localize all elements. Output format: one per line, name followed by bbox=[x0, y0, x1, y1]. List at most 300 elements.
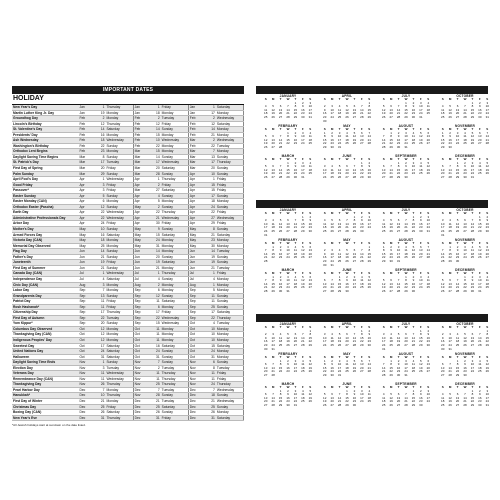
holiday-month: Oct bbox=[133, 337, 148, 343]
day-number: 13 bbox=[470, 335, 475, 340]
holiday-month: Jun bbox=[133, 254, 148, 260]
day-number: 12 bbox=[389, 395, 393, 400]
day-number: 25 bbox=[330, 343, 334, 348]
day-number: 6 bbox=[294, 332, 297, 337]
day-number: 7 bbox=[287, 104, 289, 109]
day-number: 18 bbox=[323, 225, 327, 230]
day-number: 23 bbox=[448, 141, 452, 146]
day-number: 4 bbox=[338, 248, 341, 253]
day-number: 6 bbox=[331, 392, 333, 397]
holiday-month: Jun bbox=[133, 249, 148, 255]
day-number: 9 bbox=[353, 392, 356, 397]
weekday-letter: M bbox=[448, 325, 452, 329]
day-number: 10 bbox=[470, 362, 475, 367]
holiday-month: Oct bbox=[78, 349, 93, 355]
holiday-day: 23 bbox=[203, 238, 215, 244]
day-number: 7 bbox=[405, 392, 407, 397]
weekday-letter: M bbox=[448, 385, 452, 389]
day-number: 11 bbox=[382, 221, 386, 226]
day-number: 10 bbox=[323, 167, 327, 172]
day-number: 14 bbox=[360, 107, 364, 112]
holiday-name: First Day of Summer bbox=[12, 265, 78, 271]
day-number: 22 bbox=[367, 111, 371, 116]
weekday-letter: W bbox=[404, 211, 408, 215]
day-number: 19 bbox=[345, 255, 349, 260]
weekday-letter: T bbox=[456, 241, 459, 245]
day-number: 7 bbox=[368, 130, 371, 135]
weekday-letter: T bbox=[412, 157, 415, 161]
holiday-day: 1 bbox=[148, 271, 160, 277]
day-number: 19 bbox=[441, 285, 445, 290]
holiday-month: Dec bbox=[188, 398, 203, 404]
holiday-weekday: Sunday bbox=[105, 143, 133, 149]
day-number: 16 bbox=[419, 221, 423, 226]
day-number: 8 bbox=[412, 218, 415, 223]
day-number: 13 bbox=[426, 134, 430, 139]
day-number: 6 bbox=[279, 104, 282, 109]
weekday-letter: F bbox=[360, 385, 363, 389]
holiday-month: Feb bbox=[133, 127, 148, 133]
day-number: 16 bbox=[264, 339, 268, 344]
day-number: 15 bbox=[360, 335, 364, 340]
day-number: 19 bbox=[308, 395, 312, 400]
day-number: 22 bbox=[463, 285, 467, 290]
day-number: 3 bbox=[272, 332, 274, 337]
weekday-letter: S bbox=[441, 385, 444, 389]
holiday-month: Apr bbox=[78, 199, 93, 205]
day-number: 31 bbox=[293, 403, 298, 408]
day-number: 7 bbox=[382, 134, 385, 139]
day-number: 17 bbox=[337, 365, 342, 370]
holiday-month: Jul bbox=[133, 271, 148, 277]
holiday-day: 9 bbox=[148, 227, 160, 233]
day-number: 20 bbox=[352, 255, 357, 260]
holiday-month: May bbox=[188, 238, 203, 244]
day-number: 8 bbox=[390, 362, 392, 367]
day-number: 12 bbox=[485, 362, 489, 367]
holiday-weekday: Sunday bbox=[216, 154, 244, 160]
day-number: 13 bbox=[455, 107, 460, 112]
weekday-letter: T bbox=[456, 157, 459, 161]
weekday-letter: T bbox=[456, 325, 459, 329]
day-number: 4 bbox=[441, 104, 444, 109]
holiday-month: Apr bbox=[78, 215, 93, 221]
yearly-calendars-page bbox=[256, 86, 488, 418]
day-number: 9 bbox=[323, 251, 326, 256]
holiday-month: Dec bbox=[78, 398, 93, 404]
day-number: 10 bbox=[286, 278, 290, 283]
day-number: 22 bbox=[286, 171, 290, 176]
holiday-day: 22 bbox=[93, 215, 105, 221]
holiday-month: Nov bbox=[188, 382, 203, 388]
day-number: 30 bbox=[478, 403, 482, 408]
month-name: JUNE bbox=[342, 268, 352, 272]
weekday-letter: M bbox=[389, 241, 393, 245]
weekday-letter: T bbox=[397, 157, 400, 161]
holiday-month: Oct bbox=[78, 354, 93, 360]
day-number: 18 bbox=[455, 339, 460, 344]
day-number: 20 bbox=[396, 399, 401, 404]
holiday-month: Feb bbox=[78, 149, 93, 155]
day-number: 14 bbox=[478, 335, 482, 340]
day-number: 24 bbox=[330, 115, 334, 120]
day-number: 25 bbox=[485, 285, 489, 290]
holiday-day: 21 bbox=[93, 254, 105, 260]
day-number: 13 bbox=[330, 395, 334, 400]
holiday-month: Dec bbox=[78, 410, 93, 416]
day-number: 13 bbox=[441, 365, 445, 370]
day-number: 3 bbox=[338, 130, 341, 135]
weekday-letter: F bbox=[360, 211, 363, 215]
holiday-day: 15 bbox=[148, 149, 160, 155]
holiday-weekday: Sunday bbox=[161, 349, 189, 355]
day-number: 27 bbox=[345, 175, 349, 180]
day-number: 3 bbox=[323, 164, 326, 169]
holiday-month: Feb bbox=[188, 132, 203, 138]
day-number: 25 bbox=[323, 229, 327, 234]
weekday-letter: S bbox=[486, 385, 489, 389]
holiday-month: Jan bbox=[188, 105, 203, 110]
day-number: 9 bbox=[412, 278, 415, 283]
holiday-weekday: Wednesday bbox=[105, 371, 133, 377]
day-number: 19 bbox=[367, 281, 371, 286]
holiday-day: 11 bbox=[203, 371, 215, 377]
holiday-month: May bbox=[78, 243, 93, 249]
holiday-day: 13 bbox=[93, 293, 105, 299]
day-number: 26 bbox=[264, 175, 268, 180]
day-number: 8 bbox=[272, 248, 274, 253]
day-number: 11 bbox=[279, 335, 283, 340]
holiday-month: Mar bbox=[133, 154, 148, 160]
day-number: 12 bbox=[463, 335, 467, 340]
day-number: 1 bbox=[361, 160, 363, 165]
day-number: 30 bbox=[286, 403, 290, 408]
holiday-weekday: Tuesday bbox=[216, 265, 244, 271]
day-number: 5 bbox=[338, 332, 341, 337]
day-number: 23 bbox=[404, 171, 408, 176]
day-number: 9 bbox=[346, 278, 348, 283]
day-number: 3 bbox=[479, 274, 481, 279]
day-number: 11 bbox=[301, 362, 305, 367]
holiday-day: 17 bbox=[203, 310, 215, 316]
day-number: 18 bbox=[411, 137, 416, 142]
day-number: 4 bbox=[456, 332, 459, 337]
holiday-weekday: Monday bbox=[161, 326, 189, 332]
day-number: 22 bbox=[360, 339, 364, 344]
day-number: 26 bbox=[485, 171, 489, 176]
day-number: 15 bbox=[271, 251, 275, 256]
holiday-name: Daylight Saving Time Ends bbox=[12, 360, 78, 366]
holiday-day: 14 bbox=[148, 154, 160, 160]
weekday-letter: T bbox=[471, 241, 474, 245]
day-number: 5 bbox=[346, 104, 348, 109]
day-number: 28 bbox=[360, 115, 364, 120]
day-number: 13 bbox=[485, 248, 489, 253]
day-number: 12 bbox=[396, 335, 401, 340]
day-number: 1 bbox=[471, 388, 474, 393]
day-number: 7 bbox=[279, 164, 282, 169]
day-number: 7 bbox=[412, 332, 415, 337]
mini-month bbox=[439, 352, 491, 382]
day-number: 30 bbox=[404, 175, 408, 180]
weekday-letter: T bbox=[471, 127, 474, 131]
day-number: 8 bbox=[397, 164, 400, 169]
holiday-weekday: Friday bbox=[216, 177, 244, 183]
day-number: 1 bbox=[287, 130, 289, 135]
day-number: 29 bbox=[455, 373, 460, 378]
weekday-letter: T bbox=[412, 325, 415, 329]
holiday-month: May bbox=[133, 232, 148, 238]
day-number: 31 bbox=[337, 373, 342, 378]
day-number: 20 bbox=[271, 171, 275, 176]
day-number: 16 bbox=[478, 395, 482, 400]
holiday-month: Apr bbox=[133, 177, 148, 183]
holiday-day: 20 bbox=[148, 166, 160, 172]
day-number: 5 bbox=[449, 104, 451, 109]
holiday-day: 21 bbox=[203, 132, 215, 138]
day-number: 13 bbox=[323, 281, 327, 286]
weekday-letter: T bbox=[412, 127, 415, 131]
day-number: 18 bbox=[308, 167, 312, 172]
holiday-weekday: Tuesday bbox=[216, 143, 244, 149]
day-number: 23 bbox=[389, 255, 393, 260]
day-number: 1 bbox=[471, 100, 474, 105]
day-number: 9 bbox=[427, 332, 430, 337]
weekday-letter: S bbox=[486, 241, 489, 245]
day-number: 30 bbox=[485, 229, 489, 234]
day-number: 20 bbox=[323, 285, 327, 290]
day-number: 4 bbox=[302, 358, 304, 363]
day-number: 12 bbox=[382, 281, 386, 286]
holiday-day: 28 bbox=[148, 393, 160, 399]
day-number: 28 bbox=[360, 259, 364, 264]
day-number: 25 bbox=[301, 369, 305, 374]
day-number: 12 bbox=[345, 107, 349, 112]
day-number: 15 bbox=[441, 137, 445, 142]
day-number: 18 bbox=[404, 251, 408, 256]
day-number: 16 bbox=[323, 111, 327, 116]
holiday-day: 29 bbox=[203, 221, 215, 227]
day-number: 16 bbox=[485, 221, 489, 226]
day-number: 30 bbox=[426, 343, 430, 348]
day-number: 26 bbox=[389, 229, 393, 234]
holiday-weekday: Saturday bbox=[161, 166, 189, 172]
day-number: 23 bbox=[293, 141, 298, 146]
holiday-table bbox=[12, 105, 244, 421]
day-number: 20 bbox=[308, 281, 312, 286]
day-number: 21 bbox=[360, 111, 364, 116]
day-number: 31 bbox=[264, 232, 268, 237]
day-number: 16 bbox=[478, 107, 482, 112]
holiday-name: Yom Kippur* bbox=[12, 321, 78, 327]
day-number: 12 bbox=[419, 134, 423, 139]
day-number: 10 bbox=[301, 164, 305, 169]
day-number: 19 bbox=[278, 225, 283, 230]
day-number: 2 bbox=[331, 130, 333, 135]
day-number: 20 bbox=[396, 225, 401, 230]
weekday-letter: F bbox=[419, 325, 422, 329]
day-number: 24 bbox=[426, 225, 430, 230]
day-number: 27 bbox=[455, 115, 460, 120]
weekday-letter: W bbox=[345, 241, 349, 245]
day-number: 24 bbox=[301, 171, 305, 176]
day-number: 9 bbox=[397, 134, 400, 139]
year-bar bbox=[256, 314, 488, 322]
day-number: 12 bbox=[308, 392, 312, 397]
day-number: 24 bbox=[293, 399, 298, 404]
mini-month bbox=[439, 322, 491, 352]
holiday-month: Jul bbox=[188, 276, 203, 282]
day-number: 3 bbox=[420, 274, 422, 279]
weekday-letter: S bbox=[368, 127, 371, 131]
day-number: 11 bbox=[411, 362, 415, 367]
day-number: 26 bbox=[367, 285, 371, 290]
day-number: 6 bbox=[264, 362, 267, 367]
day-number: 8 bbox=[464, 278, 466, 283]
holiday-weekday: Sunday bbox=[105, 293, 133, 299]
holiday-weekday: Monday bbox=[105, 116, 133, 122]
weekday-letter: F bbox=[301, 385, 304, 389]
day-number: 29 bbox=[286, 175, 290, 180]
day-number: 8 bbox=[287, 134, 289, 139]
weekday-letter: M bbox=[448, 97, 452, 101]
day-number: 6 bbox=[397, 392, 400, 397]
day-number: 6 bbox=[390, 278, 392, 283]
day-number: 10 bbox=[330, 107, 334, 112]
holiday-month: Sep bbox=[188, 288, 203, 294]
day-number: 20 bbox=[264, 369, 268, 374]
day-number: 23 bbox=[308, 225, 312, 230]
day-number: 30 bbox=[345, 289, 349, 294]
holiday-day: 1 bbox=[203, 271, 215, 277]
day-number: 20 bbox=[271, 141, 275, 146]
holiday-name: Citizenship Day bbox=[12, 310, 78, 316]
day-number: 11 bbox=[456, 335, 460, 340]
holiday-day: 10 bbox=[93, 393, 105, 399]
holiday-day: 26 bbox=[93, 410, 105, 416]
day-number: 16 bbox=[286, 395, 290, 400]
holiday-month: Apr bbox=[133, 193, 148, 199]
day-number: 8 bbox=[279, 392, 282, 397]
day-number: 21 bbox=[264, 285, 268, 290]
holiday-month: Sep bbox=[133, 321, 148, 327]
day-number: 12 bbox=[470, 134, 475, 139]
day-number: 25 bbox=[419, 171, 423, 176]
day-number: 2 bbox=[464, 160, 466, 165]
holiday-month: May bbox=[188, 227, 203, 233]
day-number: 2 bbox=[302, 100, 304, 105]
day-number: 8 bbox=[279, 362, 282, 367]
day-number: 23 bbox=[323, 259, 327, 264]
day-number: 13 bbox=[360, 134, 364, 139]
day-number: 8 bbox=[456, 362, 459, 367]
holiday-day: 25 bbox=[203, 304, 215, 310]
holiday-month: Sep bbox=[78, 293, 93, 299]
day-number: 9 bbox=[390, 248, 392, 253]
day-number: 15 bbox=[352, 221, 357, 226]
day-number: 21 bbox=[448, 369, 452, 374]
day-number: 31 bbox=[485, 115, 489, 120]
weekday-letter: F bbox=[360, 325, 363, 329]
day-number: 1 bbox=[323, 130, 326, 135]
weekday-letter: F bbox=[478, 385, 481, 389]
holiday-day: 21 bbox=[93, 265, 105, 271]
day-number: 8 bbox=[368, 104, 371, 109]
day-number: 19 bbox=[330, 225, 334, 230]
day-number: 10 bbox=[463, 248, 467, 253]
holiday-weekday: Sunday bbox=[216, 254, 244, 260]
day-number: 19 bbox=[485, 365, 489, 370]
mini-month bbox=[262, 124, 314, 154]
day-number: 26 bbox=[419, 369, 423, 374]
weekday-letter: T bbox=[294, 385, 297, 389]
day-number: 21 bbox=[337, 399, 342, 404]
day-number: 19 bbox=[308, 365, 312, 370]
year-calendar bbox=[256, 314, 488, 416]
holiday-day: 25 bbox=[148, 382, 160, 388]
day-number: 21 bbox=[396, 111, 401, 116]
day-number: 27 bbox=[271, 175, 275, 180]
day-number: 7 bbox=[368, 358, 371, 363]
holiday-day: 11 bbox=[203, 376, 215, 382]
holiday-name: Easter Monday (CAN) bbox=[12, 199, 78, 205]
month-name: JANUARY bbox=[279, 94, 297, 98]
weekday-letter: F bbox=[301, 325, 304, 329]
holiday-day: 17 bbox=[93, 310, 105, 316]
day-number: 21 bbox=[455, 285, 460, 290]
day-number: 7 bbox=[464, 392, 466, 397]
day-number: 17 bbox=[463, 251, 467, 256]
holiday-day: 31 bbox=[93, 415, 105, 421]
holiday-weekday: Sunday bbox=[216, 304, 244, 310]
day-number: 12 bbox=[448, 395, 452, 400]
day-number: 13 bbox=[286, 221, 290, 226]
holiday-weekday: Thursday bbox=[105, 121, 133, 127]
holiday-month: Sep bbox=[78, 304, 93, 310]
weekday-letter: S bbox=[264, 127, 267, 131]
holiday-month: Oct bbox=[78, 332, 93, 338]
day-number: 5 bbox=[486, 160, 489, 165]
month-name: DECEMBER bbox=[455, 382, 475, 386]
day-number: 6 bbox=[456, 104, 459, 109]
day-number: 4 bbox=[471, 244, 474, 249]
day-number: 12 bbox=[264, 137, 268, 142]
holiday-weekday: Sunday bbox=[105, 154, 133, 160]
holiday-weekday: Wednesday bbox=[216, 398, 244, 404]
day-number: 10 bbox=[485, 104, 489, 109]
holiday-weekday: Monday bbox=[105, 398, 133, 404]
day-number: 1 bbox=[405, 100, 407, 105]
holiday-weekday: Sunday bbox=[161, 171, 189, 177]
holiday-month: Apr bbox=[78, 188, 93, 194]
day-number: 10 bbox=[411, 164, 416, 169]
day-number: 12 bbox=[337, 167, 342, 172]
weekday-letter: T bbox=[294, 271, 297, 275]
mini-month bbox=[262, 154, 314, 184]
day-number: 3 bbox=[294, 388, 297, 393]
day-number: 14 bbox=[278, 167, 283, 172]
holiday-weekday: Monday bbox=[161, 199, 189, 205]
holiday-month: May bbox=[188, 243, 203, 249]
day-number: 24 bbox=[426, 399, 430, 404]
day-number: 24 bbox=[419, 111, 423, 116]
holiday-month: Sep bbox=[78, 310, 93, 316]
day-number: 24 bbox=[323, 343, 327, 348]
day-number: 17 bbox=[286, 251, 290, 256]
day-number: 21 bbox=[382, 369, 386, 374]
day-number: 14 bbox=[396, 281, 401, 286]
day-number: 15 bbox=[367, 251, 371, 256]
